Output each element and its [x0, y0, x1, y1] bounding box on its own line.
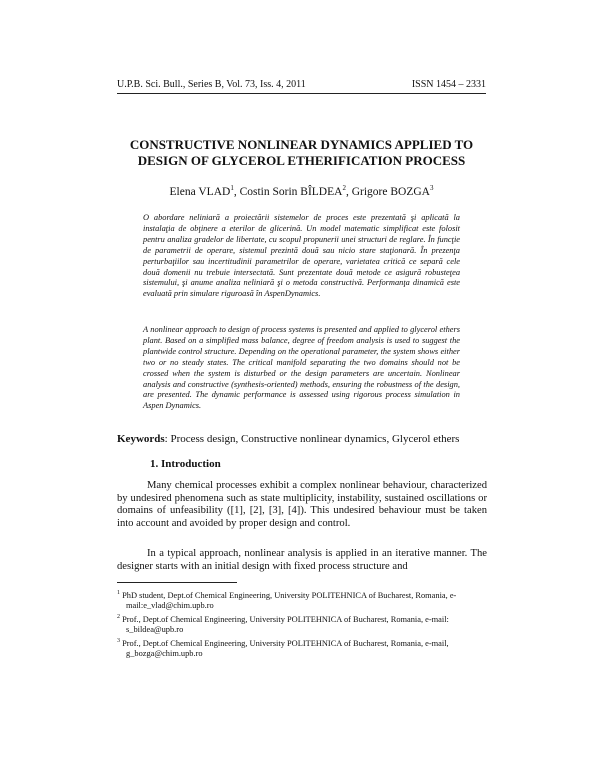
title-line-2: DESIGN OF GLYCEROL ETHERIFICATION PROCESS: [137, 153, 466, 168]
author-name: Costin Sorin BÎLDEA: [239, 185, 343, 198]
author-list: [110, 184, 493, 198]
author-separator: ,: [233, 185, 240, 198]
running-header: [117, 79, 486, 94]
journal-citation: U.P.B. Sci. Bull., Series B, Vol. 73, Iss. 4, 2011: [117, 79, 306, 90]
body-paragraph: Many chemical processes exhibit a complex nonlinear behaviour, characterized by undesired phenomena such as state multiplicity, instability, sustained oscillations or domains of unfeasibility ([1], [2], [3], [4]). This undesired behaviour must be taken into account and avoided by proper design and control.: [117, 480, 487, 529]
footnote-mark: 3: [117, 637, 120, 644]
keywords-label: Keywords: [117, 433, 165, 445]
keywords-text: : Process design, Constructive nonlinear dynamics, Glycerol ethers: [164, 433, 460, 445]
section-heading: 1. Introduction: [150, 458, 221, 470]
body-paragraph: In a typical approach, nonlinear analysis is applied in an iterative manner. The designer starts with an initial design with fixed process structure and: [117, 548, 487, 572]
author-name: Grigore BOZGA: [351, 185, 430, 198]
author-separator: ,: [345, 185, 352, 198]
issn: ISSN 1454 – 2331: [411, 79, 486, 90]
footnote-divider: [117, 582, 237, 583]
footnotes: [117, 588, 487, 659]
footnote: [117, 588, 487, 612]
author-affiliation-mark: 2: [342, 184, 346, 192]
abstract-english: A nonlinear approach to design of process systems is presented and applied to glycerol ethers plant. Based on a simplified mass balance, degree of freedom analysis is used to suggest the plantwide control structure. Depending on the operational parameter, the system shows either two or no steady states. The critical manifold separating the two domains should not be crossed when the system is disturbed or the design parameters are uncertain. Nonlinear analysis and constructive (synthesis-oriented) methods, ensuring the robustness of the design, are presented. The dynamic performance is assessed using rigorous process simulation in Aspen Dynamics.: [143, 325, 460, 411]
footnote-text: Prof., Dept.of Chemical Engineering, University POLITEHNICA of Bucharest, Romania, e-mail: s_bildea@upb.ro: [120, 614, 449, 635]
title-line-1: CONSTRUCTIVE NONLINEAR DYNAMICS APPLIED TO: [129, 137, 474, 152]
footnote-mark: 2: [117, 613, 120, 620]
footnote: [117, 636, 487, 660]
author-name: Elena VLAD: [169, 185, 231, 198]
paper-title: [110, 137, 493, 169]
author-affiliation-mark: 3: [429, 184, 434, 192]
footnote-text: PhD student, Dept.of Chemical Engineering, University POLITEHNICA of Bucharest, Romania, e-mail:e_vlad@chim.upb.ro: [120, 590, 457, 611]
author-affiliation-mark: 1: [230, 184, 234, 192]
abstract-romanian: O abordare neliniară a proiectării sistemelor de proces este prezentată şi aplicată la instalaţia de obţinere a eterilor de glicerină. Un model matematic simplificat este folosit pentru analiza gradelor de libertate, cu scopul propunerii unei structuri de reglare. În funcţie de parametrii de operare, sistemul prezintă două sau niciо stare staţionară. În prezenţa perturbaţiilor sau incertitudinii parametrilor de operare, varietatea critică ce separă cele două domenii nu trebuie intersectată. Sunt prezentate două metode ce asigură robusteţea sistemului, şi anume analiza neliniară şi o metoda constructivă. Performanţa dinamică este evaluată prin simulare riguroasă în AspenDynamics.: [143, 213, 460, 299]
footnote: [117, 612, 487, 636]
keywords: [117, 433, 487, 445]
footnote-mark: 1: [117, 590, 120, 596]
footnote-text: Prof., Dept.of Chemical Engineering, University POLITEHNICA of Bucharest, Romania, e-mail, g_bozga@chim.upb.ro: [120, 638, 449, 658]
